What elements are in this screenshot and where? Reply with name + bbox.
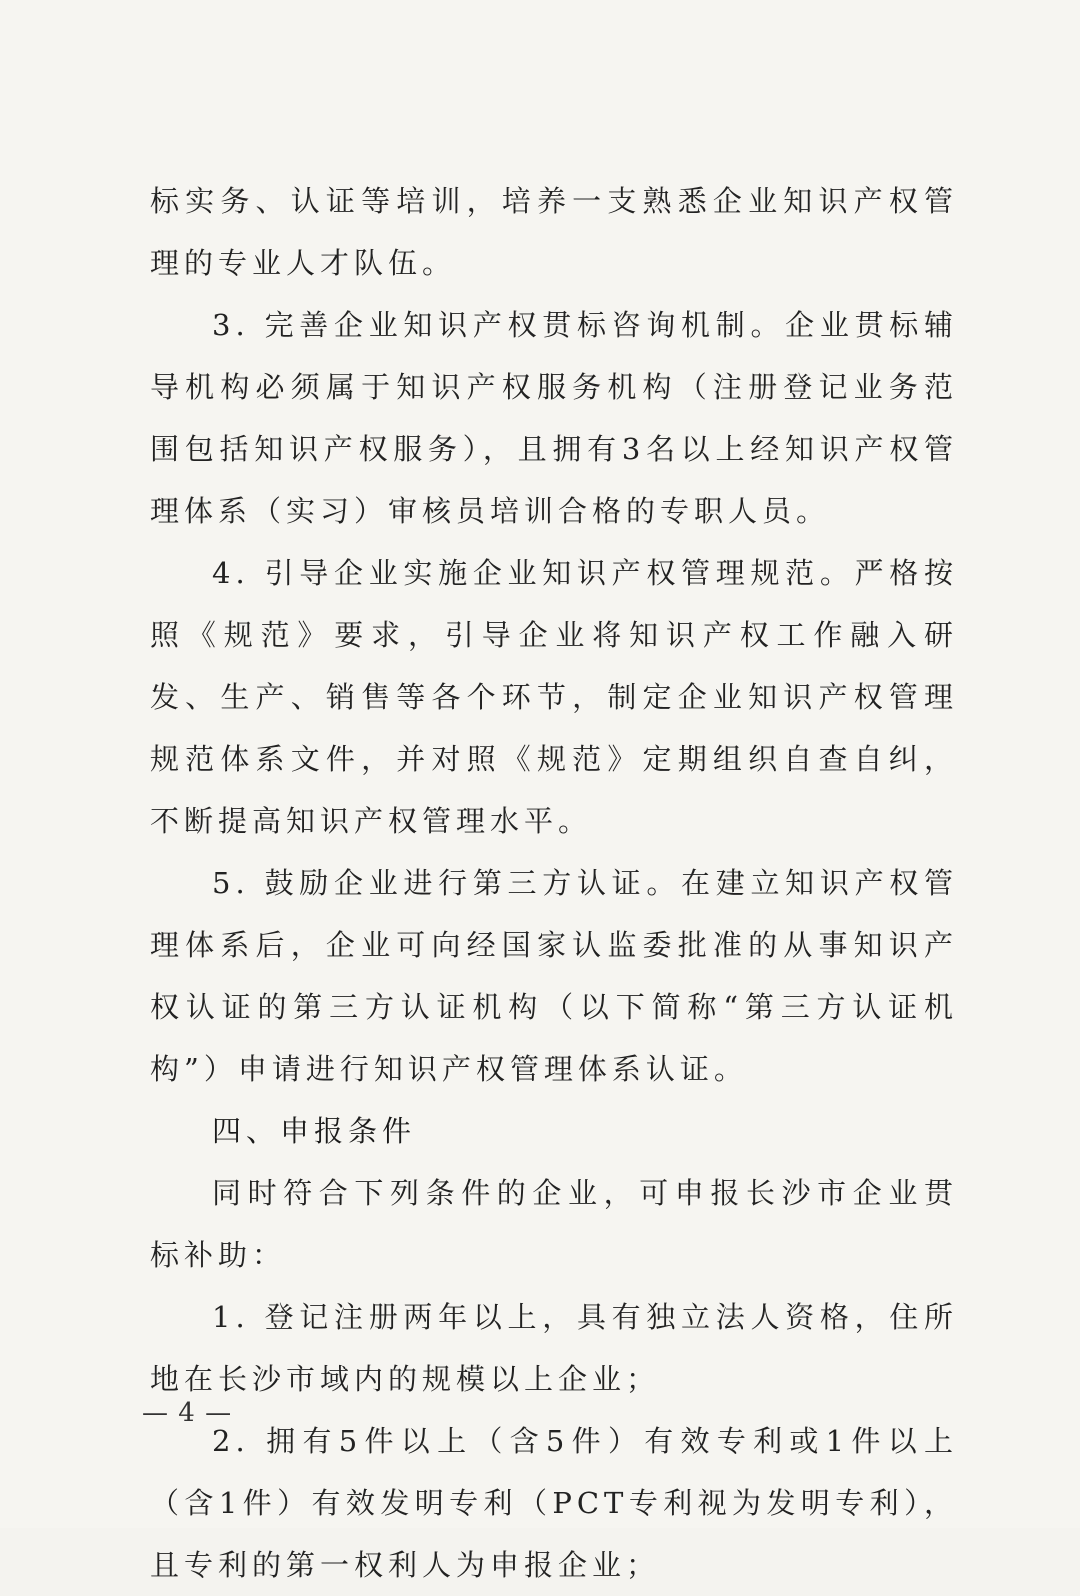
paragraph-6: 1. 登记注册两年以上，具有独立法人资格，住所地在长沙市域内的规模以上企业；: [150, 1300, 958, 1396]
page-number: — 4 —: [142, 1398, 233, 1428]
paragraph-3: 4. 引导企业实施企业知识产权管理规范。严格按照《规范》要求，引导企业将知识产权工作融入研发、生产、销售等各个环节，制定企业知识产权管理规范体系文件，并对照《规范》定期组织自查自纠，不断提高知识产权管理水平。: [150, 556, 958, 838]
section-heading: 四、申报条件: [212, 1114, 417, 1148]
paragraph-7: 2. 拥有5件以上（含5件）有效专利或1件以上（含1件）有效发明专利（PCT专利视为发明专利），且专利的第一权利人为申报企业；: [150, 1424, 958, 1582]
paragraph-2: 3. 完善企业知识产权贯标咨询机制。企业贯标辅导机构必须属于知识产权服务机构（注册登记业务范围包括知识产权服务），且拥有3名以上经知识产权管理体系（实习）审核员培训合格的专职人员。: [150, 308, 958, 528]
document-body: [150, 170, 958, 1596]
paragraph-1: 标实务、认证等培训，培养一支熟悉企业知识产权管理的专业人才队伍。: [150, 184, 958, 280]
paragraph-5: 同时符合下列条件的企业，可申报长沙市企业贯标补助：: [150, 1176, 958, 1272]
paragraph-4: 5. 鼓励企业进行第三方认证。在建立知识产权管理体系后，企业可向经国家认监委批准的从事知识产权认证的第三方认证机构（以下简称“第三方认证机构”）申请进行知识产权管理体系认证。: [150, 866, 958, 1086]
